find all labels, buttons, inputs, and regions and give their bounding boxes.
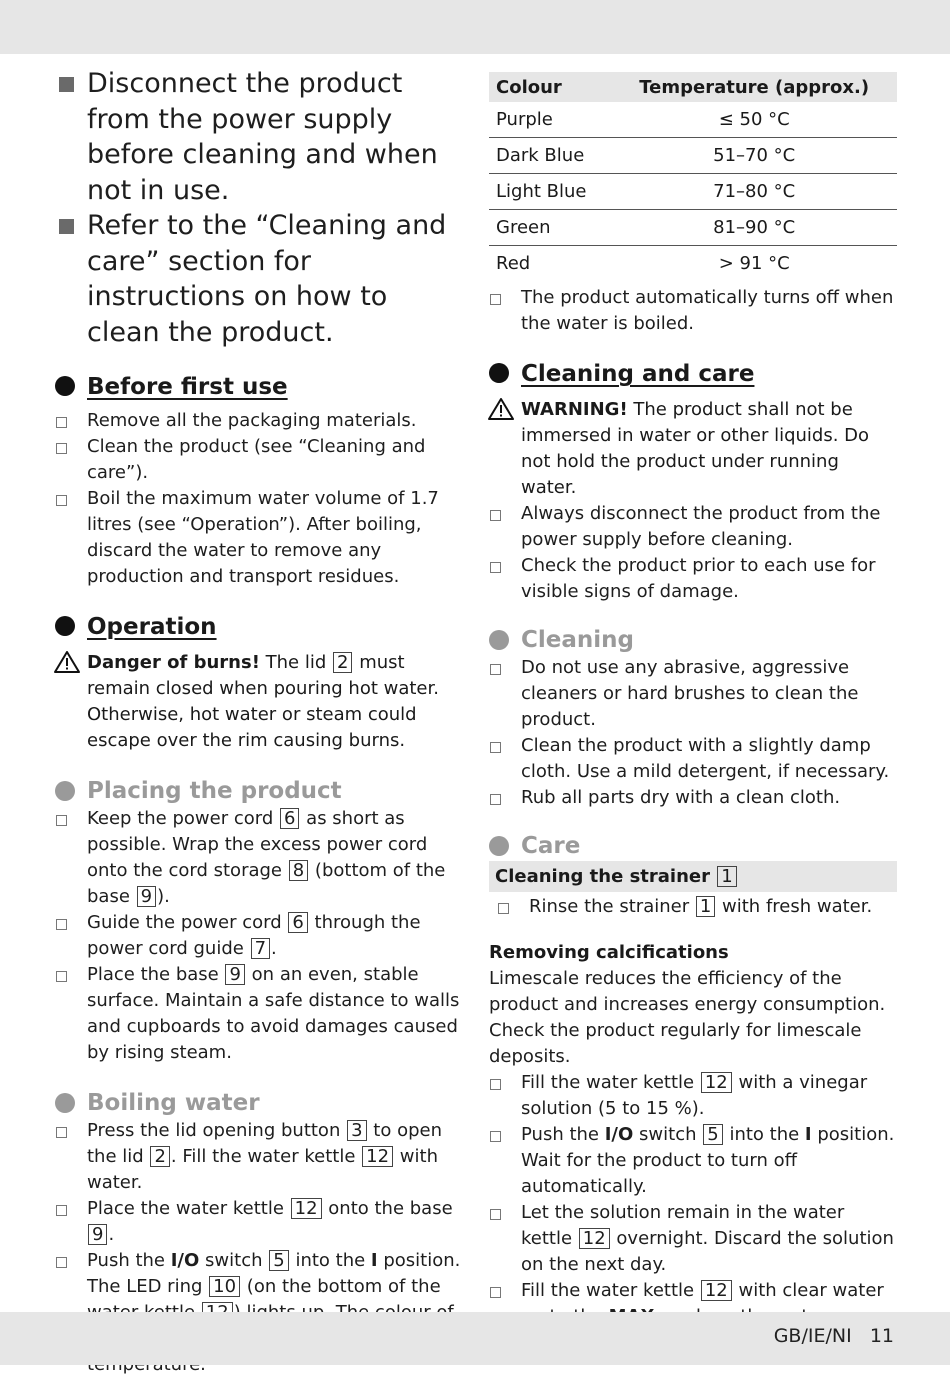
bullet-dot-icon (489, 630, 509, 650)
list-item: Fill the water kettle 12 with clear water (489, 1278, 897, 1356)
list-item: Rub all parts dry with a clean cloth. (489, 785, 897, 811)
part-number-box: 1 (696, 896, 715, 917)
part-number-box: 2 (333, 652, 352, 673)
temperature-table (489, 72, 897, 281)
bullet-dot-icon (489, 363, 509, 383)
bullet-dot-icon (55, 616, 75, 636)
column-header: Temperature (approx.) (611, 72, 897, 102)
table-cell: Red (496, 253, 531, 274)
part-number-box: 9 (225, 964, 244, 985)
bullet-dot-icon (55, 376, 75, 396)
calcification-intro: Limescale reduces the efficiency of the product and increases energy consumption. Check the product regularly for limescale deposits. (489, 968, 886, 1067)
list-item: Place the water kettle 12 onto the base 9 . (55, 1196, 465, 1248)
warning-triangle-icon (53, 650, 81, 674)
part-number-box: 7 (251, 938, 270, 959)
checkbox-bullet-icon (490, 664, 501, 675)
list-item: Push the I/O switch 5 into the I position. Wait for the product to turn off automatically. (489, 1122, 897, 1200)
part-number-box: 1 (717, 866, 736, 887)
table-row (489, 138, 897, 174)
subsection-heading-placing: Placing the product (55, 776, 465, 806)
section-heading-cleaning-care: Cleaning and care (489, 357, 897, 391)
list-item: Place the base 9 on an even, stable surface. Maintain a safe distance to walls and cupboards to avoid damages caused by rising steam. (55, 962, 465, 1066)
section-heading-operation: Operation (55, 610, 465, 644)
list-item: Guide the power cord 6 through the power cord guide 7 . (55, 910, 465, 962)
checkbox-bullet-icon (56, 443, 67, 454)
safety-bullet: Refer to the “Cleaning and care” section for instructions on how to clean the product. (55, 208, 465, 350)
checkbox-bullet-icon (490, 1287, 501, 1298)
part-number-box: 10 (209, 1276, 240, 1297)
checkbox-bullet-icon (490, 1209, 501, 1220)
checkbox-bullet-icon (56, 919, 67, 930)
list-item: Do not use any abrasive, aggressive cleaners or hard brushes to clean the product. (489, 655, 897, 733)
part-number-box: 12 (701, 1072, 732, 1093)
bullet-dot-icon (55, 781, 75, 801)
calcification-heading: Removing calcifications (489, 942, 729, 963)
checkbox-bullet-icon (490, 742, 501, 753)
list-item: Push the I/O switch 5 into the I position. The LED ring 10 (on the bottom of the (55, 1248, 465, 1378)
list-item: Check the product prior to each use for visible signs of damage. (489, 553, 897, 605)
table-cell: Purple (489, 102, 611, 138)
table-row (489, 174, 897, 210)
table-row (489, 102, 897, 138)
table-cell: > 91 °C (718, 253, 790, 274)
table-cell: Dark Blue (489, 138, 611, 174)
strainer-subheading: Cleaning the strainer 1 (489, 861, 897, 892)
checkbox-bullet-icon (490, 294, 501, 305)
part-number-box: 9 (88, 1224, 107, 1245)
footer-label (774, 1325, 894, 1347)
right-column (489, 72, 897, 1356)
checkbox-bullet-icon (490, 510, 501, 521)
subsection-heading-care: Care (489, 831, 897, 861)
page-number: 11 (869, 1325, 894, 1347)
warning-triangle-icon (487, 397, 515, 421)
part-number-box: 2 (150, 1146, 169, 1167)
list-item: The product automatically turns off when the water is boiled. (489, 285, 897, 337)
checkbox-bullet-icon (56, 1257, 67, 1268)
part-number-box: 3 (347, 1120, 366, 1141)
checkbox-bullet-icon (490, 562, 501, 573)
left-column (55, 66, 465, 1378)
checkbox-bullet-icon (56, 971, 67, 982)
table-header-row (489, 72, 897, 102)
square-bullet-icon (59, 219, 74, 234)
table-row (489, 246, 897, 282)
table-row (489, 210, 897, 246)
part-number-box: 5 (269, 1250, 288, 1271)
subsection-heading-cleaning: Cleaning (489, 625, 897, 655)
top-bar (0, 0, 950, 54)
list-item: Let the solution remain in the water kettle 12 overnight. Discard the solution on the next day. (489, 1200, 897, 1278)
checkbox-bullet-icon (498, 903, 509, 914)
checkbox-bullet-icon (56, 495, 67, 506)
region-code: GB/IE/NI (773, 1325, 852, 1347)
part-number-box: 12 (291, 1198, 322, 1219)
part-number-box: 6 (288, 912, 307, 933)
table-cell: 71–80 °C (611, 174, 897, 210)
checkbox-bullet-icon (490, 1131, 501, 1142)
checkbox-bullet-icon (56, 1127, 67, 1138)
table-cell: Light Blue (489, 174, 611, 210)
list-item: Press the lid opening button 3 to open the lid 2 . Fill the water kettle 12 with water. (55, 1118, 465, 1196)
safety-bullet: Disconnect the product from the power supply before cleaning and when not in use. (55, 66, 465, 208)
section-heading-before-first-use: Before first use (55, 370, 465, 404)
table-cell: 51–70 °C (611, 138, 897, 174)
danger-notice: Danger of burns! The lid 2 must remain closed when pouring hot water. Otherwise, hot water or steam could escape over the rim causing burns. (55, 650, 465, 754)
checkbox-bullet-icon (490, 1079, 501, 1090)
checkbox-bullet-icon (56, 815, 67, 826)
list-item: Always disconnect the product from the power supply before cleaning. (489, 501, 897, 553)
part-number-box: 9 (137, 886, 156, 907)
bullet-dot-icon (489, 836, 509, 856)
part-number-box: 6 (280, 808, 299, 829)
table-cell: 81–90 °C (611, 210, 897, 246)
subsection-heading-boiling: Boiling water (55, 1088, 465, 1118)
part-number-box: 12 (701, 1280, 732, 1301)
list-item: Fill the water kettle 12 with a vinegar solution (5 to 15 %). (489, 1070, 897, 1122)
checkbox-bullet-icon (490, 794, 501, 805)
checkbox-bullet-icon (56, 417, 67, 428)
warning-notice: WARNING! The product shall not be immersed in water or other liquids. Do not hold the product under running water. (489, 397, 897, 501)
part-number-box: 5 (703, 1124, 722, 1145)
column-header: Colour (489, 72, 611, 102)
part-number-box: 8 (289, 860, 308, 881)
list-item: Clean the product with a slightly damp cloth. Use a mild detergent, if necessary. (489, 733, 897, 785)
square-bullet-icon (59, 77, 74, 92)
list-item: Rinse the strainer 1 with fresh water. (489, 894, 897, 920)
list-item: Clean the product (see “Cleaning and care”). (55, 434, 465, 486)
part-number-box: 12 (579, 1228, 610, 1249)
list-item: Keep the power cord 6 as short as possible. Wrap the excess power cord onto the cord storage 8 (bottom of the base 9 ). (55, 806, 465, 910)
bullet-dot-icon (55, 1093, 75, 1113)
list-item: Remove all the packaging materials. (55, 408, 465, 434)
part-number-box: 12 (362, 1146, 393, 1167)
table-cell: ≤ 50 °C (611, 102, 897, 138)
checkbox-bullet-icon (56, 1205, 67, 1216)
list-item: Boil the maximum water volume of 1.7 litres (see “Operation”). After boiling, discard the water to remove any production and transport residues. (55, 486, 465, 590)
table-cell: Green (489, 210, 611, 246)
